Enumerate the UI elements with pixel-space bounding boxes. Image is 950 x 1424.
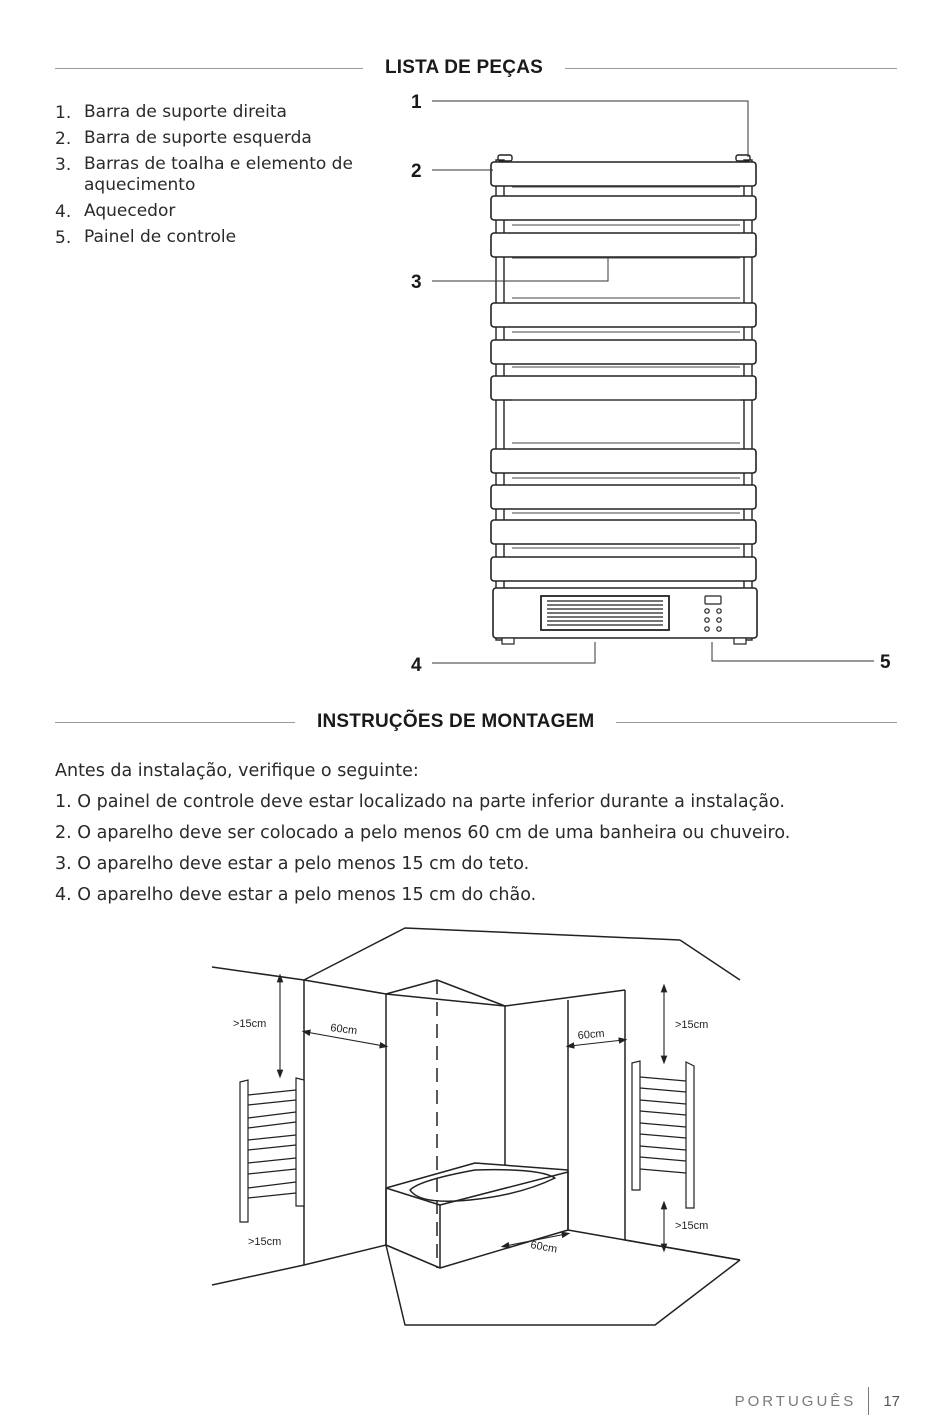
item-number: 1. (55, 103, 72, 123)
dimension-label: >15cm (675, 1019, 709, 1031)
list-item: 1. O painel de controle deve estar localizado na parte inferior durante a instalação. (55, 792, 785, 812)
assembly-intro: Antes da instalação, verifique o seguinte: (55, 761, 419, 781)
towel-bar (491, 196, 756, 220)
dimension-label: 60cm (577, 1027, 606, 1042)
callout-2: 2 (411, 161, 422, 182)
list-item: 3. O aparelho deve estar a pelo menos 15 cm do teto. (55, 854, 530, 874)
item-number: 5. (55, 228, 72, 248)
divider (616, 722, 897, 723)
item-number: 2. (55, 129, 72, 149)
callout-1: 1 (411, 92, 422, 113)
assembly-header (55, 710, 897, 734)
callout-3: 3 (411, 272, 422, 293)
dimension-label: >15cm (233, 1018, 267, 1030)
page-footer (735, 1386, 900, 1416)
towel-bar (491, 340, 756, 364)
assembly-steps (55, 787, 790, 911)
callout-5: 5 (880, 652, 891, 673)
divider (565, 68, 897, 69)
divider (55, 68, 363, 69)
divider (868, 1387, 869, 1415)
dimension-label: >15cm (248, 1236, 282, 1248)
item-text: Barra de suporte esquerda (84, 128, 312, 148)
towel-bar (491, 376, 756, 400)
towel-bar (491, 303, 756, 327)
parts-list-header (55, 56, 897, 80)
list-item (55, 152, 395, 199)
item-text: Barras de toalha e elemento de aquecimento (84, 154, 353, 195)
list-item (55, 100, 395, 126)
divider (55, 722, 295, 723)
item-text: Barra de suporte direita (84, 102, 287, 122)
towel-bar (491, 520, 756, 544)
list-item (55, 199, 395, 225)
parts-list (55, 100, 395, 251)
dimension-label: 60cm (329, 1022, 358, 1038)
towel-bar (491, 162, 756, 186)
list-item: 2. O aparelho deve ser colocado a pelo menos 60 cm de uma banheira ou chuveiro. (55, 823, 791, 843)
dimension-label: >15cm (675, 1220, 709, 1232)
section-title: INSTRUÇÕES DE MONTAGEM (317, 711, 595, 732)
item-number: 4. (55, 202, 72, 222)
list-item: 4. O aparelho deve estar a pelo menos 15 cm do chão. (55, 885, 537, 905)
callout-4: 4 (411, 655, 422, 676)
towel-bar (491, 485, 756, 509)
clearance-diagram (205, 925, 745, 1335)
section-title: LISTA DE PEÇAS (385, 57, 543, 78)
dimension-label: 60cm (529, 1239, 559, 1256)
towel-bar (491, 557, 756, 581)
item-text: Aquecedor (84, 201, 176, 221)
towel-warmer-illustration (400, 84, 900, 684)
item-text: Painel de controle (84, 227, 237, 247)
towel-bar (491, 449, 756, 473)
list-item (55, 126, 395, 152)
list-item (55, 225, 395, 251)
item-number: 3. (55, 155, 72, 175)
language-label: PORTUGUÊS (734, 1392, 857, 1410)
towel-bar (491, 233, 756, 257)
page-number: 17 (883, 1392, 900, 1410)
